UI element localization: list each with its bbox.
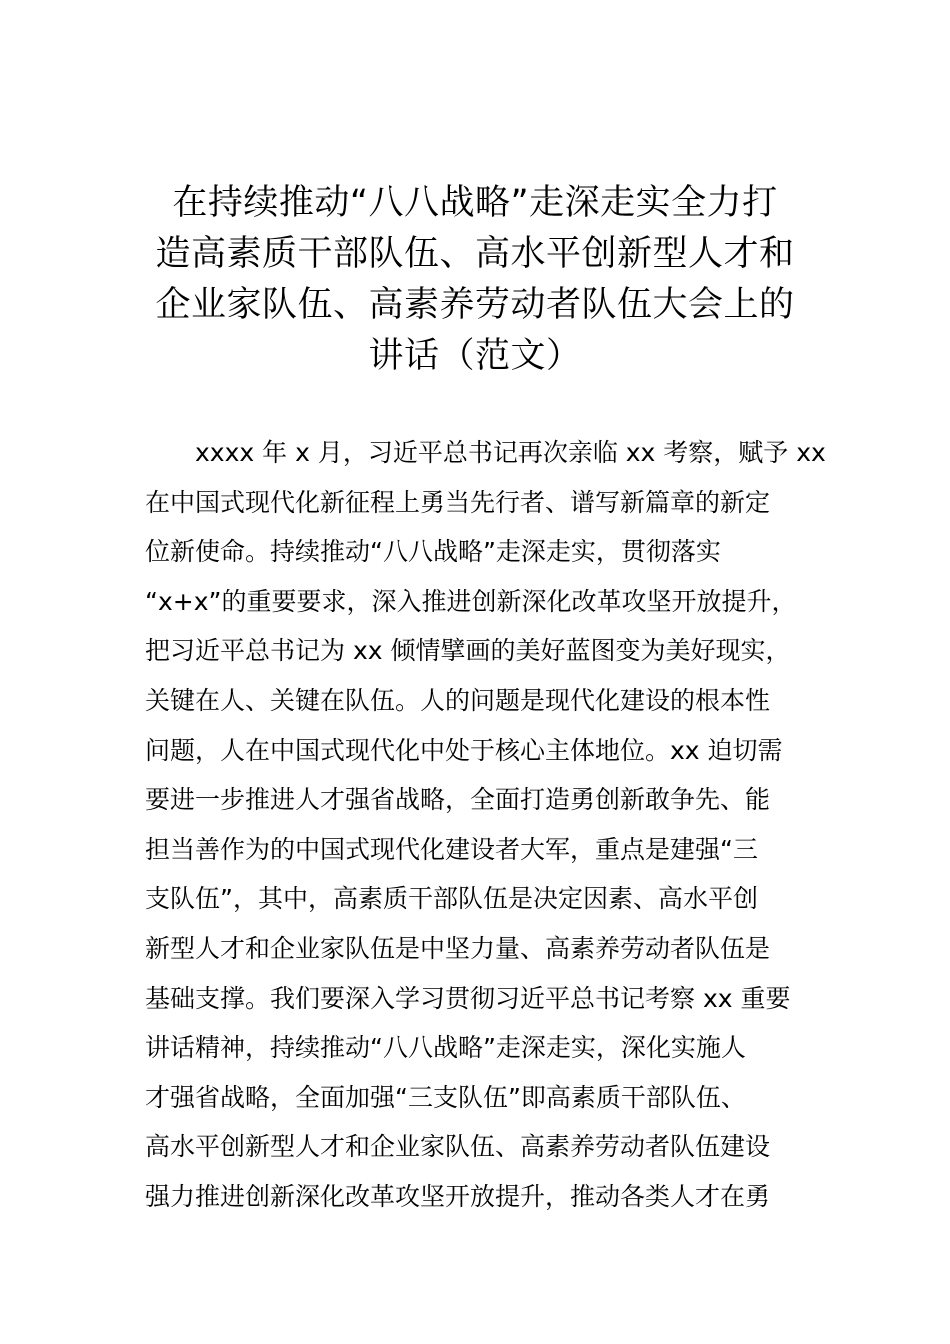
body-paragraph [145, 428, 835, 1222]
body-line: 要进一步推进人才强省战略，全面打造勇创新敢争先、能 [145, 785, 771, 815]
body-line: 关键在人、关键在队伍。人的问题是现代化建设的根本性 [145, 685, 771, 715]
document-title [140, 178, 810, 382]
body-line: “x+x”的重要要求，深入推进创新深化改革攻坚开放提升， [145, 586, 797, 616]
body-line: 把习近平总书记为 xx 倾情擘画的美好蓝图变为美好现实， [145, 636, 791, 666]
body-line: 新型人才和企业家队伍是中坚力量、高素养劳动者队伍是 [145, 933, 771, 963]
title-line: 在持续推动“八八战略”走深走实全力打 [172, 183, 778, 223]
title-line: 企业家队伍、高素养劳动者队伍大会上的 [155, 285, 795, 325]
body-line: 基础支撑。我们要深入学习贯彻习近平总书记考察 xx 重要 [145, 983, 791, 1013]
body-line: 强力推进创新深化改革攻坚开放提升，推动各类人才在勇 [145, 1181, 771, 1211]
body-line: 位新使命。持续推动“八八战略”走深走实，贯彻落实 [145, 537, 721, 567]
body-line: 担当善作为的中国式现代化建设者大军，重点是建强“三 [145, 834, 758, 864]
title-line: 造高素质干部队伍、高水平创新型人才和 [155, 234, 795, 274]
body-line: 在中国式现代化新征程上勇当先行者、谱写新篇章的新定 [145, 487, 771, 517]
title-line: 讲话（范文） [368, 336, 582, 376]
body-line: xxxx 年 x 月，习近平总书记再次亲临 xx 考察，赋予 xx [195, 438, 826, 467]
body-line: 高水平创新型人才和企业家队伍、高素养劳动者队伍建设 [145, 1132, 771, 1162]
body-line: 支队伍”，其中，高素质干部队伍是决定因素、高水平创 [145, 884, 758, 914]
body-line: 讲话精神，持续推动“八八战略”走深走实，深化实施人 [145, 1033, 746, 1063]
body-line: 才强省战略，全面加强“三支队伍”即高素质干部队伍、 [145, 1082, 746, 1112]
body-line: 问题，人在中国式现代化中处于核心主体地位。xx 迫切需 [145, 735, 783, 765]
